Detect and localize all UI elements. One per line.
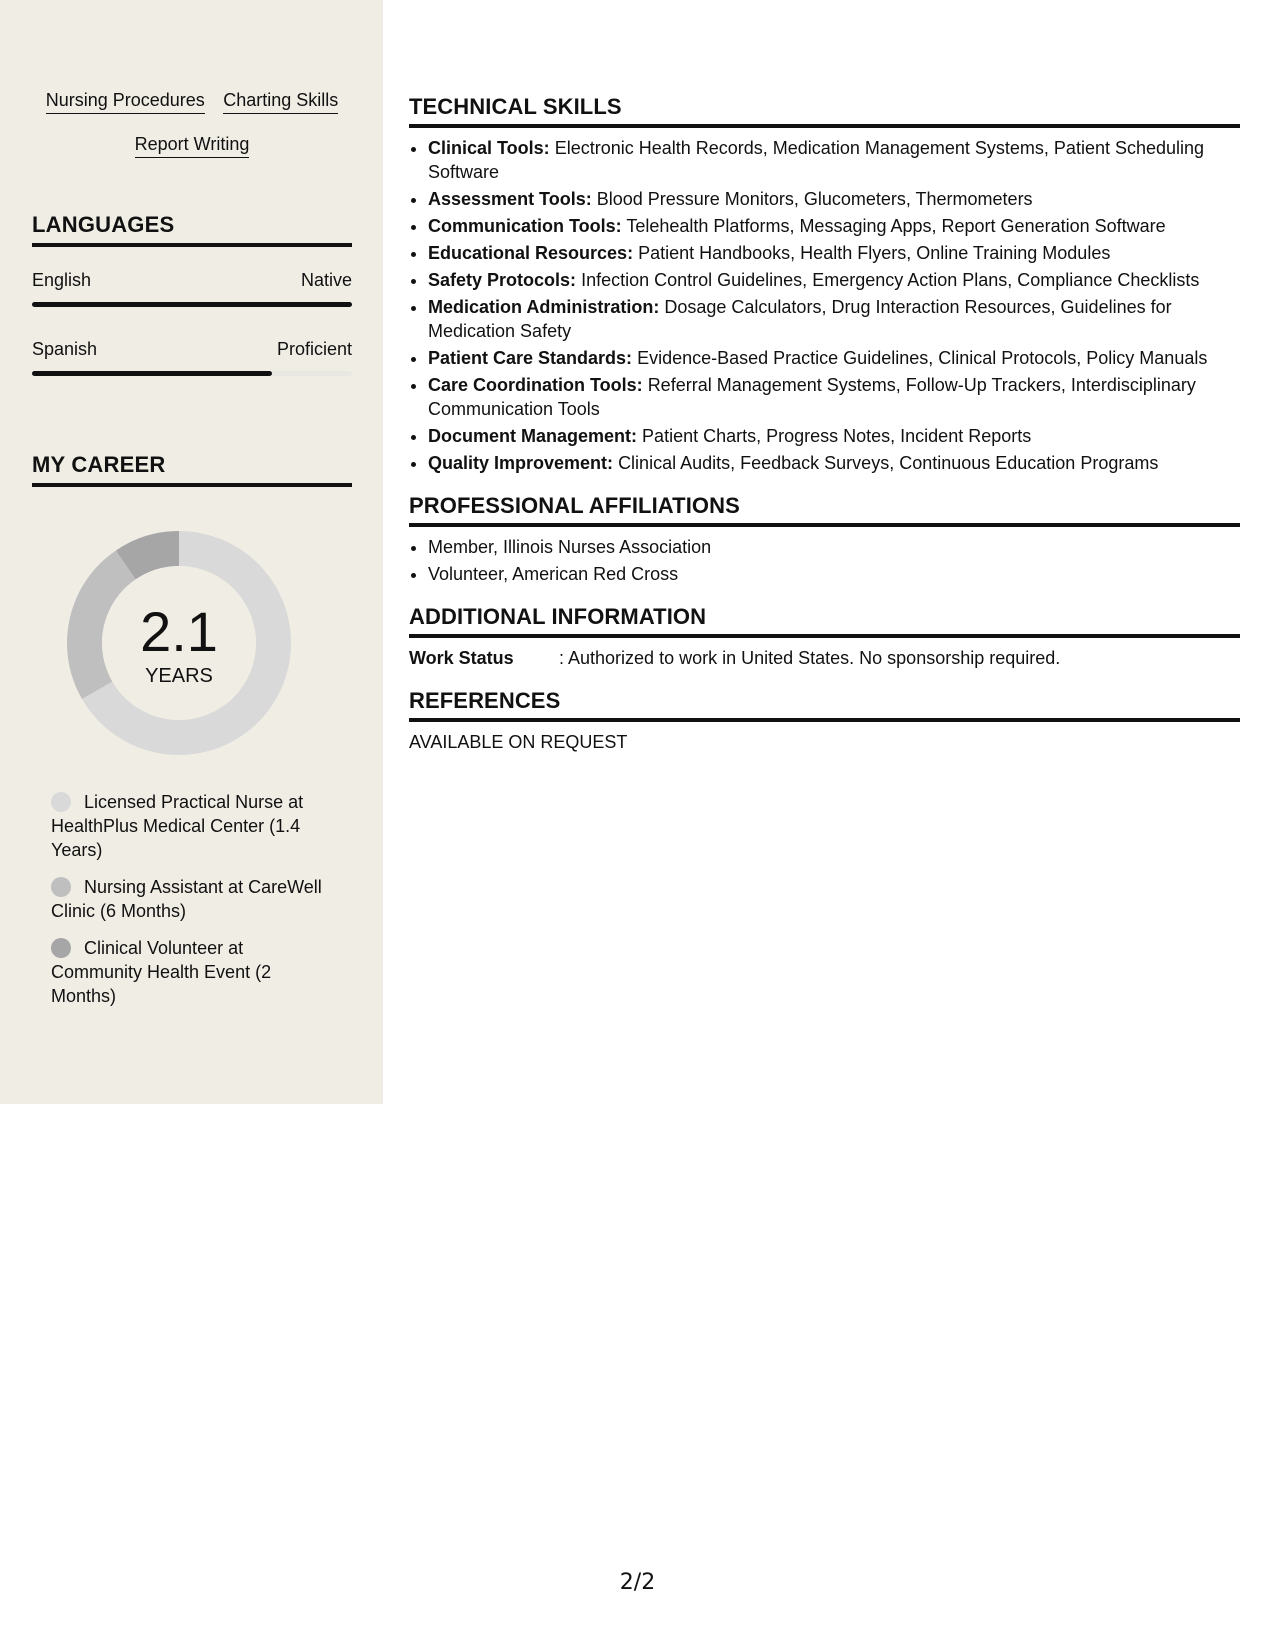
skill-label: Document Management: [428,426,638,446]
main-content [409,94,1240,754]
list-item: • Volunteer, American Red Cross [428,562,1240,586]
career-heading: MY CAREER [32,452,352,487]
skill-label: Educational Resources: [428,243,634,263]
languages-heading: LANGUAGES [32,212,352,247]
career-legend-label: Clinical Volunteer at Community Health Event (2 Months) [51,938,272,1006]
skill-text: Blood Pressure Monitors, Glucometers, Thermometers [596,189,1033,209]
affiliations-heading: PROFESSIONAL AFFILIATIONS [409,493,1240,527]
skill-text: Dosage Calculators, Drug Interaction Resources, Guidelines for Medication Safety [428,297,1172,341]
legend-dot-icon [51,792,71,812]
skill-text: Referral Management Systems, Follow-Up Trackers, Interdisciplinary Communication Tools [428,375,1196,419]
list-item [428,187,1240,211]
skill-text: Telehealth Platforms, Messaging Apps, Report Generation Software [626,216,1166,236]
skill-text: Electronic Health Records, Medication Management Systems, Patient Scheduling Software [428,138,1205,182]
language-bar-fill [32,302,352,307]
career-legend-label: Nursing Assistant at CareWell Clinic (6 Months) [51,877,322,921]
legend-dot-icon [51,938,71,958]
language-name: English [32,270,92,290]
list-item [428,136,1240,184]
language-bar-fill [32,371,272,376]
skill-label: Assessment Tools: [428,189,592,209]
skill-text: Clinical Audits, Feedback Surveys, Continuous Education Programs [618,453,1159,473]
technical-skills-list [409,136,1240,475]
skill-tag: Report Writing [135,132,250,158]
skill-tags [32,88,352,176]
skill-text: Evidence-Based Practice Guidelines, Clinical Protocols, Policy Manuals [637,348,1208,368]
list-item [428,373,1240,421]
skill-text: Infection Control Guidelines, Emergency Action Plans, Compliance Checklists [581,270,1200,290]
language-bar [32,371,352,376]
references-text: AVAILABLE ON REQUEST [409,732,628,752]
career-legend-item [51,875,331,923]
language-name: Spanish [32,339,98,359]
list-item [428,451,1240,475]
language-level: Native [300,270,352,290]
language-spanish [32,337,352,376]
additional-info-heading: ADDITIONAL INFORMATION [409,604,1240,638]
career-legend [51,790,331,1021]
language-english [32,268,352,307]
career-total-unit: YEARS [145,665,213,687]
references-heading: REFERENCES [409,688,1240,722]
skill-label: Quality Improvement: [428,453,614,473]
skill-label: Clinical Tools: [428,138,550,158]
language-bar [32,302,352,307]
skill-tag: Charting Skills [223,88,338,114]
career-legend-item [51,790,331,862]
affiliations-list [409,535,1240,586]
page-number: 2/2 [619,1570,656,1595]
career-total-value: 2.1 [140,600,218,663]
career-total [66,530,292,756]
list-item [428,295,1240,343]
list-item [428,424,1240,448]
career-legend-label: Licensed Practical Nurse at HealthPlus Medical Center (1.4 Years) [51,792,304,860]
work-status-label: Work Status [409,648,514,668]
skill-label: Safety Protocols: [428,270,577,290]
skill-tag: Nursing Procedures [46,88,205,114]
list-item [428,214,1240,238]
skill-label: Patient Care Standards: [428,348,633,368]
career-legend-item [51,936,331,1008]
skill-text: Patient Charts, Progress Notes, Incident Reports [642,426,1032,446]
work-status-row [409,646,1240,670]
language-level: Proficient [276,339,352,359]
list-item [428,241,1240,265]
technical-skills-heading: TECHNICAL SKILLS [409,94,1240,128]
legend-dot-icon [51,877,71,897]
skill-label: Communication Tools: [428,216,622,236]
skill-label: Care Coordination Tools: [428,375,643,395]
sidebar [0,0,383,1104]
skill-label: Medication Administration: [428,297,660,317]
work-status-value: : Authorized to work in United States. No sponsorship required. [559,648,1061,668]
list-item: • Member, Illinois Nurses Association [428,535,1240,559]
list-item [428,268,1240,292]
list-item [428,346,1240,370]
skill-text: Patient Handbooks, Health Flyers, Online Training Modules [638,243,1111,263]
